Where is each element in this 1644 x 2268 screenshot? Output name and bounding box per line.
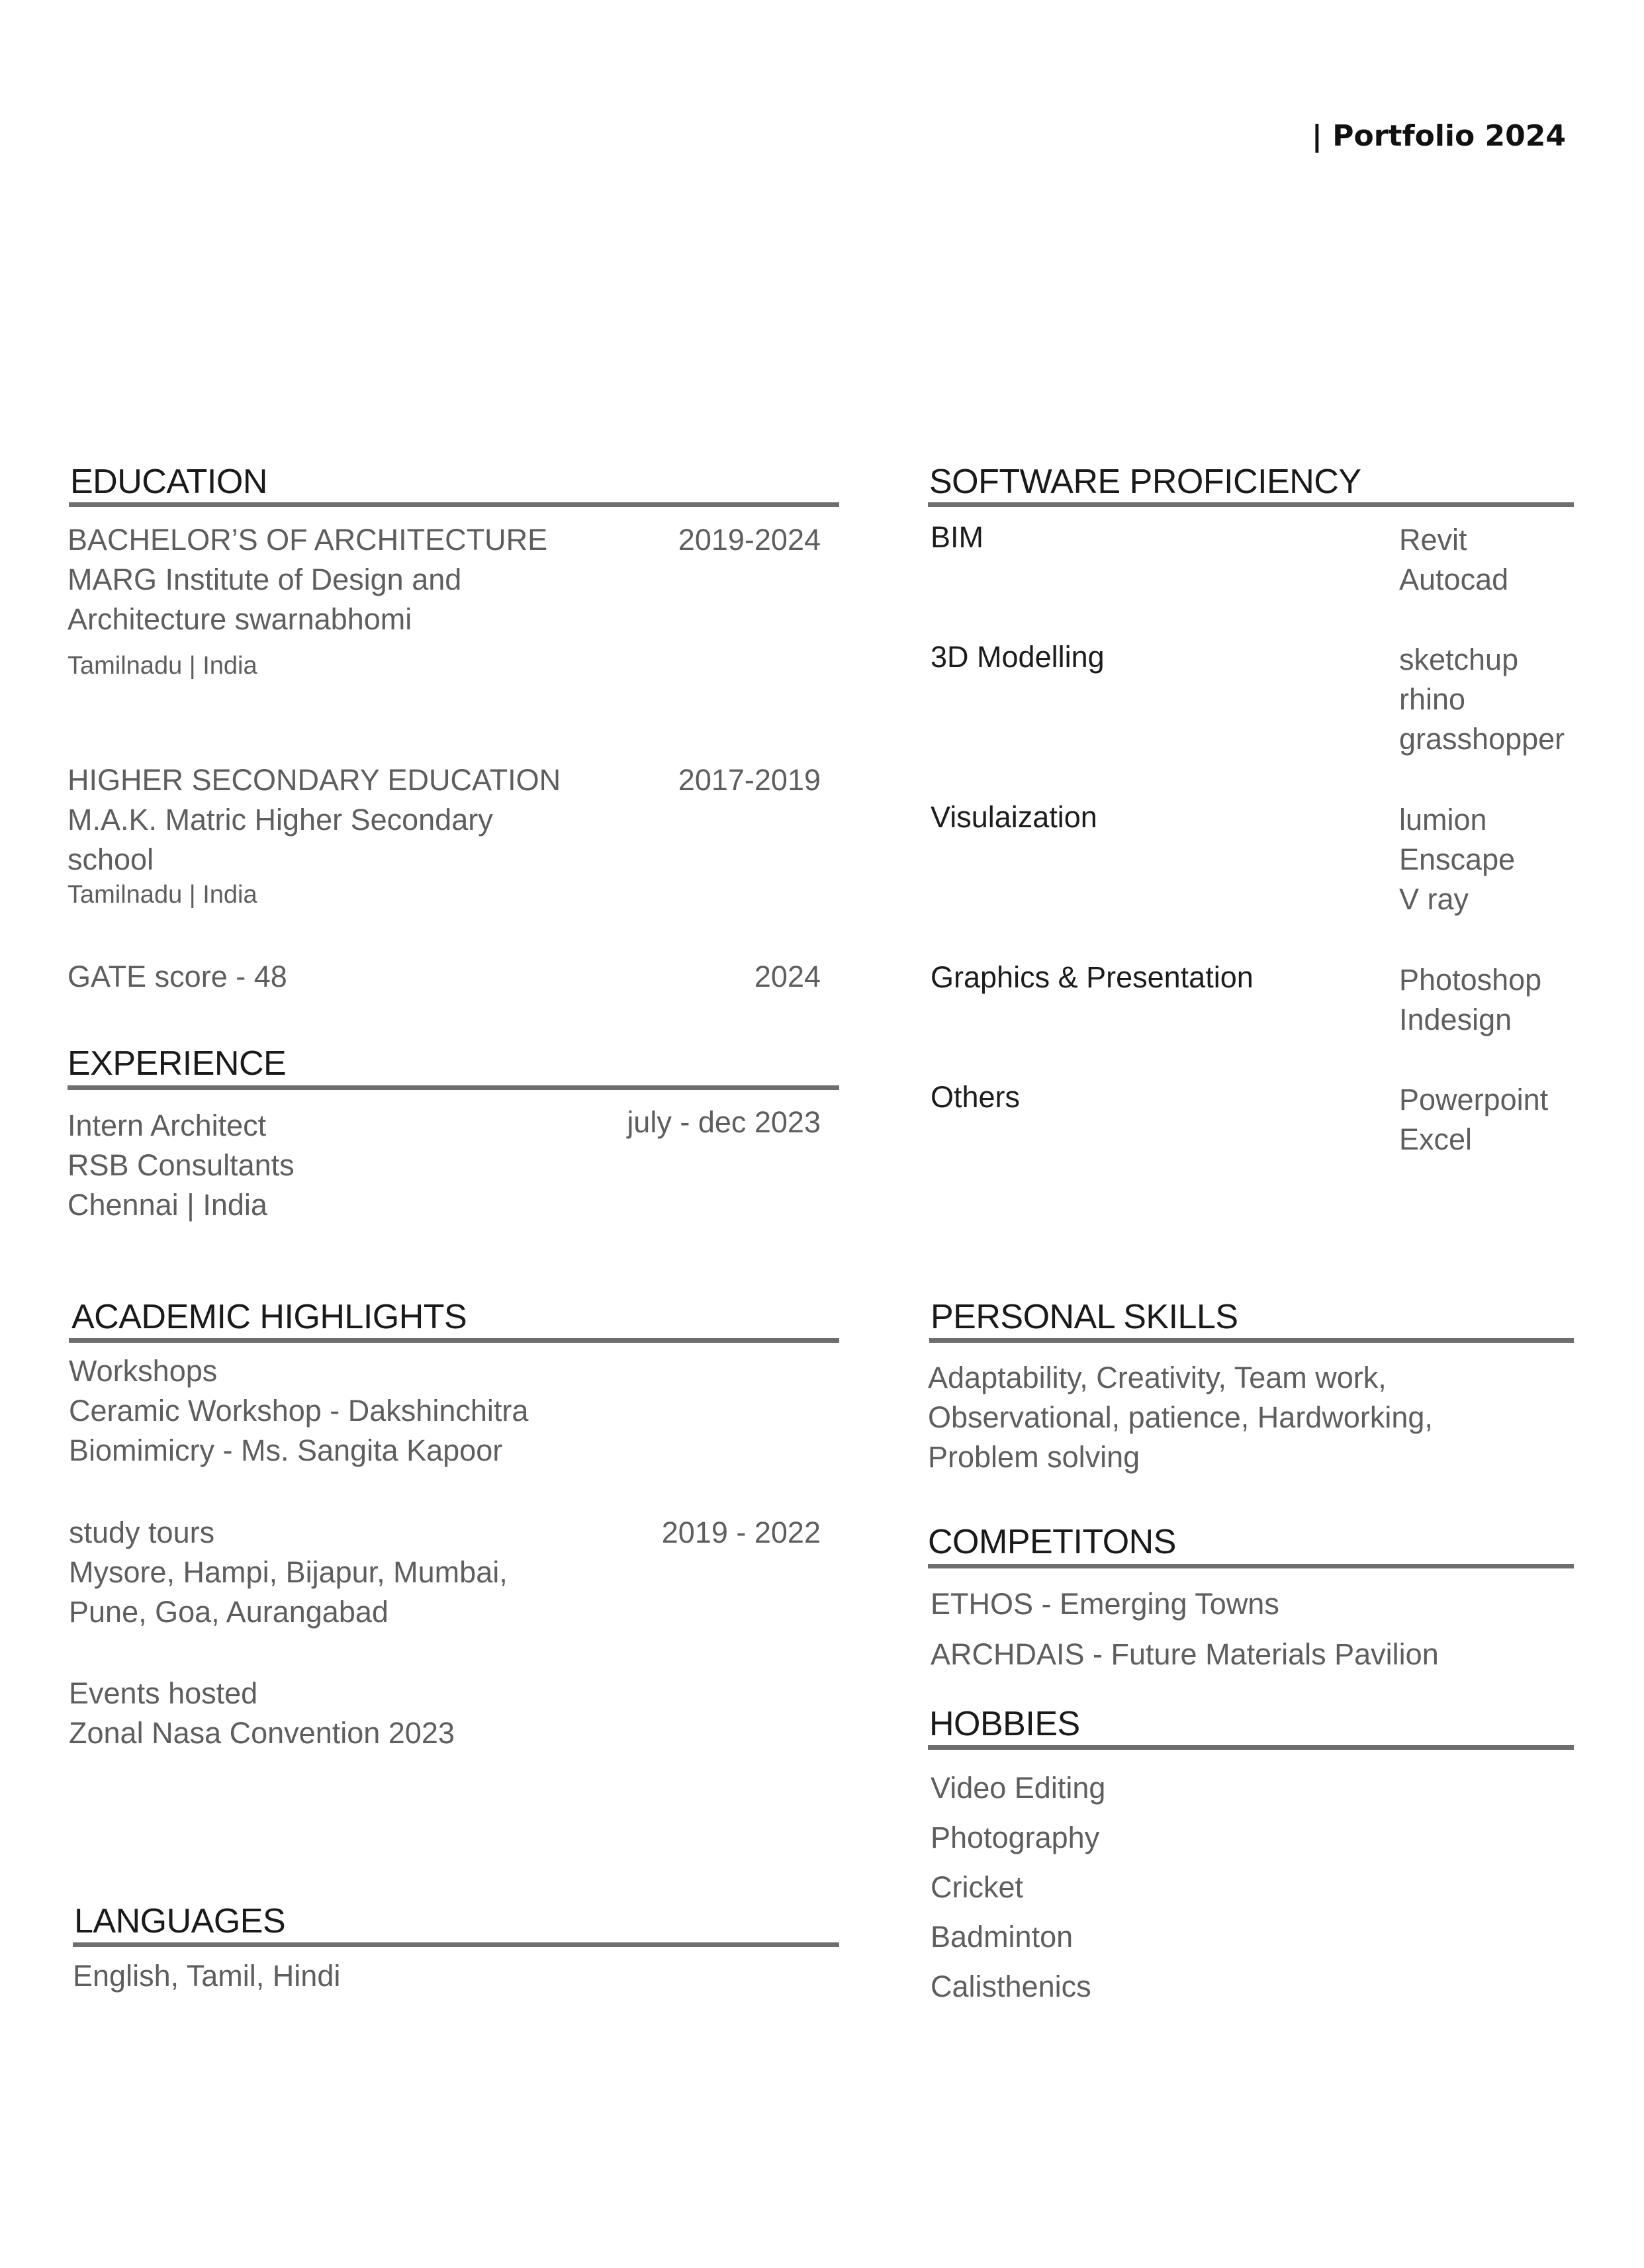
- hs-degree: HIGHER SECONDARY EDUCATION: [68, 763, 561, 797]
- languages-heading: LANGUAGES: [74, 1902, 286, 1940]
- study-tours-heading: study tours: [69, 1516, 215, 1549]
- education-heading: EDUCATION: [70, 463, 267, 501]
- software-category-visualization: Visulaization: [931, 800, 1097, 834]
- software-category-others: Others: [931, 1080, 1021, 1114]
- software-heading: SOFTWARE PROFICIENCY: [929, 463, 1361, 501]
- competitions-heading: COMPETITONS: [928, 1523, 1176, 1561]
- education-divider: [69, 502, 839, 507]
- workshop-item: Ceramic Workshop - Dakshinchitra: [69, 1394, 529, 1428]
- software-tools-bim: Revit Autocad: [1399, 523, 1509, 596]
- personal-skills-divider: [929, 1338, 1574, 1343]
- competition-item: ETHOS - Emerging Towns: [931, 1587, 1279, 1621]
- competitions-divider: [928, 1564, 1574, 1568]
- bachelor-location: Tamilnadu | India: [68, 652, 257, 680]
- languages-text: English, Tamil, Hindi: [73, 1959, 341, 1993]
- hobby-item: Photography: [931, 1821, 1100, 1854]
- software-tools-graphics: Photoshop Indesign: [1399, 963, 1542, 1036]
- bachelor-institution: MARG Institute of Design and Architecture swarnabhomi: [68, 563, 462, 636]
- gate-score: GATE score - 48: [68, 960, 287, 993]
- gate-year: 2024: [754, 960, 821, 993]
- hobbies-list: [931, 1763, 1105, 2011]
- hs-years: 2017-2019: [678, 763, 821, 797]
- experience-company: RSB Consultants: [68, 1148, 295, 1182]
- hobby-item: Cricket: [931, 1870, 1024, 1904]
- languages-divider: [73, 1942, 839, 1947]
- study-tours-places: Pune, Goa, Aurangabad: [69, 1595, 388, 1629]
- academic-highlights-divider: [69, 1338, 839, 1343]
- personal-skills-heading: PERSONAL SKILLS: [931, 1298, 1238, 1336]
- workshop-item: Biomimicry - Ms. Sangita Kapoor: [69, 1433, 503, 1467]
- study-tours-places: Mysore, Hampi, Bijapur, Mumbai,: [69, 1555, 508, 1589]
- experience-period: july - dec 2023: [627, 1105, 821, 1139]
- experience-location: Chennai | India: [68, 1188, 267, 1222]
- events-heading: Events hosted: [69, 1676, 258, 1710]
- bachelor-years: 2019-2024: [678, 523, 821, 557]
- experience-heading: EXPERIENCE: [68, 1044, 287, 1083]
- competition-item: ARCHDAIS - Future Materials Pavilion: [931, 1637, 1439, 1671]
- academic-highlights-heading: ACADEMIC HIGHLIGHTS: [71, 1298, 467, 1336]
- hobbies-heading: HOBBIES: [929, 1705, 1080, 1743]
- hs-school: M.A.K. Matric Higher Secondary school: [68, 803, 493, 876]
- software-tools-others: Powerpoint Excel: [1399, 1083, 1549, 1156]
- bachelor-degree: BACHELOR’S OF ARCHITECTURE: [68, 523, 548, 557]
- portfolio-title: | Portfolio 2024: [1311, 119, 1566, 153]
- software-divider: [928, 502, 1574, 507]
- hobby-item: Calisthenics: [931, 1970, 1091, 2003]
- experience-role: Intern Architect: [68, 1109, 267, 1142]
- hobby-item: Video Editing: [931, 1771, 1106, 1805]
- hobbies-divider: [928, 1745, 1574, 1750]
- hs-location: Tamilnadu | India: [68, 881, 257, 909]
- personal-skills-text: Adaptability, Creativity, Team work, Observational, patience, Hardworking, Problem solving: [928, 1361, 1433, 1474]
- experience-divider: [68, 1085, 839, 1090]
- software-category-graphics: Graphics & Presentation: [931, 960, 1254, 994]
- hobby-item: Badminton: [931, 1920, 1073, 1954]
- event-item: Zonal Nasa Convention 2023: [69, 1716, 455, 1750]
- software-category-bim: BIM: [931, 520, 984, 554]
- study-tours-years: 2019 - 2022: [661, 1516, 821, 1549]
- software-tools-3d: sketchup rhino grasshopper: [1399, 643, 1565, 756]
- workshops-heading: Workshops: [69, 1354, 218, 1388]
- software-tools-visualization: lumion Enscape V ray: [1399, 803, 1516, 916]
- software-category-3d: 3D Modelling: [931, 640, 1105, 674]
